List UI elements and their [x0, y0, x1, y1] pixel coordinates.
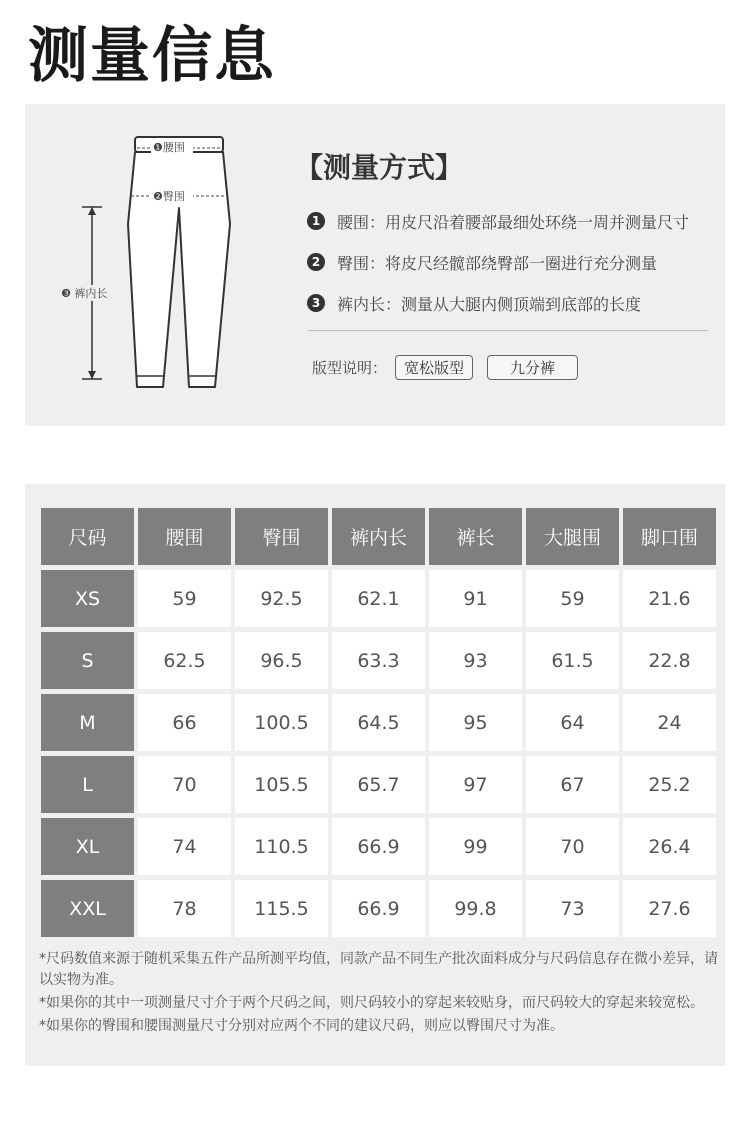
- table-cell: 95: [429, 694, 522, 751]
- table-row: [41, 632, 716, 689]
- table-header-row: [41, 508, 716, 565]
- table-cell: 74: [138, 818, 231, 875]
- fit-description: [312, 355, 592, 380]
- table-row: [41, 818, 716, 875]
- size-table: [37, 503, 720, 942]
- size-notes: [39, 949, 719, 1039]
- divider: [308, 330, 708, 331]
- method-item-hip: [307, 251, 689, 273]
- table-row: [41, 694, 716, 751]
- table-cell: 99: [429, 818, 522, 875]
- table-cell: 25.2: [623, 756, 716, 813]
- method-text: 裤内长：测量从大腿内侧顶端到底部的长度: [337, 294, 642, 314]
- size-cell: S: [41, 632, 134, 689]
- table-cell: 63.3: [332, 632, 425, 689]
- measurement-method-panel: [25, 104, 725, 426]
- table-cell: 24: [623, 694, 716, 751]
- size-chart-panel: [25, 484, 725, 1066]
- number-1-badge: 1: [307, 212, 325, 230]
- pants-diagram: [25, 104, 285, 426]
- method-text: 臀围：将皮尺经髋部绕臀部一圈进行充分测量: [337, 253, 658, 273]
- size-cell: XXL: [41, 880, 134, 937]
- number-2-badge: 2: [307, 253, 325, 271]
- table-cell: 100.5: [235, 694, 328, 751]
- table-cell: 21.6: [623, 570, 716, 627]
- fit-tag-cropped: 九分裤: [487, 355, 578, 380]
- table-cell: 22.8: [623, 632, 716, 689]
- note-text: *如果你的其中一项测量尺寸介于两个尺码之间，则尺码较小的穿起来较贴身，而尺码较大的穿起来较宽松。: [39, 995, 704, 1011]
- method-list: [307, 210, 689, 333]
- header-thigh: 大腿围: [526, 508, 619, 565]
- fit-label: 版型说明：: [312, 359, 388, 377]
- table-cell: 92.5: [235, 570, 328, 627]
- method-item-inseam: [307, 292, 689, 314]
- fit-tag-loose: 宽松版型: [395, 355, 473, 380]
- table-cell: 62.1: [332, 570, 425, 627]
- table-cell: 59: [138, 570, 231, 627]
- table-cell: 26.4: [623, 818, 716, 875]
- method-item-waist: [307, 210, 689, 232]
- table-cell: 70: [526, 818, 619, 875]
- table-cell: 62.5: [138, 632, 231, 689]
- number-3-badge: 3: [307, 294, 325, 312]
- table-cell: 91: [429, 570, 522, 627]
- header-hip: 臀围: [235, 508, 328, 565]
- table-cell: 66.9: [332, 880, 425, 937]
- header-hem: 脚口围: [623, 508, 716, 565]
- table-cell: 70: [138, 756, 231, 813]
- size-cell: XL: [41, 818, 134, 875]
- table-cell: 64: [526, 694, 619, 751]
- size-cell: L: [41, 756, 134, 813]
- size-cell: XS: [41, 570, 134, 627]
- table-cell: 78: [138, 880, 231, 937]
- table-cell: 96.5: [235, 632, 328, 689]
- page-title: 测量信息: [28, 21, 276, 91]
- method-text: 腰围：用皮尺沿着腰部最细处环绕一周并测量尺寸: [337, 212, 690, 232]
- table-cell: 66.9: [332, 818, 425, 875]
- method-title: 【测量方式】: [295, 151, 464, 184]
- table-row: [41, 756, 716, 813]
- table-row: [41, 570, 716, 627]
- table-cell: 65.7: [332, 756, 425, 813]
- inseam-measure-label: ❸ 裤内长: [61, 287, 108, 300]
- table-cell: 99.8: [429, 880, 522, 937]
- note-text: *如果你的臀围和腰围测量尺寸分别对应两个不同的建议尺码，则应以臀围尺寸为准。: [39, 1018, 564, 1034]
- table-cell: 61.5: [526, 632, 619, 689]
- table-cell: 93: [429, 632, 522, 689]
- waist-measure-label: ❶腰围: [153, 141, 185, 154]
- header-inseam: 裤内长: [332, 508, 425, 565]
- table-cell: 110.5: [235, 818, 328, 875]
- table-cell: 64.5: [332, 694, 425, 751]
- header-length: 裤长: [429, 508, 522, 565]
- table-cell: 105.5: [235, 756, 328, 813]
- hip-measure-label: ❷臀围: [153, 190, 185, 203]
- table-cell: 97: [429, 756, 522, 813]
- note-text: *尺码数值来源于随机采集五件产品所测平均值，同款产品不同生产批次面料成分与尺码信息存在微小差异，请以实物为准。: [39, 951, 718, 988]
- header-waist: 腰围: [138, 508, 231, 565]
- table-row: [41, 880, 716, 937]
- table-cell: 67: [526, 756, 619, 813]
- table-cell: 73: [526, 880, 619, 937]
- header-size: 尺码: [41, 508, 134, 565]
- table-cell: 59: [526, 570, 619, 627]
- table-cell: 115.5: [235, 880, 328, 937]
- table-cell: 27.6: [623, 880, 716, 937]
- size-cell: M: [41, 694, 134, 751]
- table-cell: 66: [138, 694, 231, 751]
